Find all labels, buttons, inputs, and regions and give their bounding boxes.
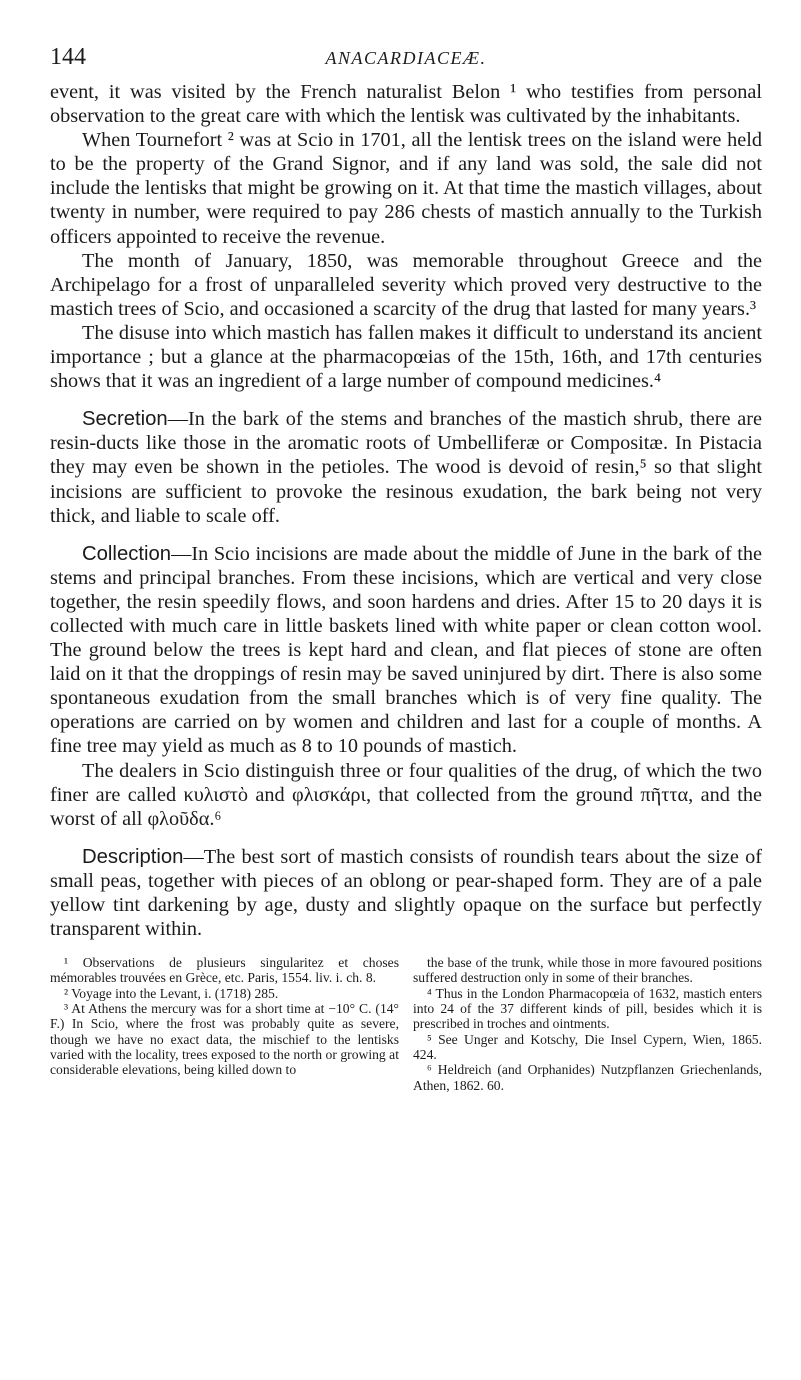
- paragraph-text: —In Scio incisions are made about the middle of June in the bark of the stems and principal branches. From these incisions, which are vertical and very close together, the resin speedily flows, and soon hardens and dries. After 15 to 20 days it is collected with much care in little baskets lined with white paper or clean cotton wool. The ground below the trees is kept hard and clean, and flat pieces of stone are often laid on it that the droppings of resin may be saved uninjured by dirt. There is also some spontaneous exudation from the small branches which is of very fine quality. The operations are carried on by women and children and last for a couple of months. A fine tree may yield as much as 8 to 10 pounds of mastich.: [50, 542, 762, 758]
- paragraph: [50, 80, 762, 128]
- paragraph-text: The disuse into which mastich has fallen makes it difficult to understand its ancient importance ; but a glance at the pharmacopœias of the 15th, 16th, and 17th centuries shows that it was an ingredient of a large number of compound medicines.⁴: [50, 321, 762, 393]
- paragraph-text: —In the bark of the stems and branches of the mastich shrub, there are resin-ducts like those in the aromatic roots of Umbelliferæ or Compositæ. In Pistacia they may even be shown in the petioles. The wood is devoid of resin,⁵ so that slight incisions are sufficient to provoke the resinous exudation, the bark being not very thick, and liable to scale off.: [50, 408, 762, 527]
- footnote: ⁵ See Unger and Kotschy, Die Insel Cypern, Wien, 1865. 424.: [413, 1031, 762, 1062]
- paragraph: [50, 845, 762, 941]
- page: [50, 0, 762, 1093]
- paragraph: [50, 759, 762, 831]
- body-text: [50, 80, 762, 941]
- page-number: 144: [50, 44, 86, 70]
- paragraph: [50, 128, 762, 248]
- paragraph: [50, 407, 762, 527]
- paragraph-text: event, it was visited by the French naturalist Belon ¹ who testifies from personal observation to the great care with which the lentisk was cultivated by the inhabitants.: [50, 81, 762, 128]
- footnote: ² Voyage into the Levant, i. (1718) 285.: [64, 985, 279, 1001]
- paragraph-text: The month of January, 1850, was memorable throughout Greece and the Archipelago for a frost of unparalleled severity which proved very destructive to the mastich trees of Scio, and occasioned a scarcity of the drug that lasted for many years.³: [50, 249, 762, 320]
- paragraph: [50, 542, 762, 759]
- page-header: [50, 0, 762, 80]
- paragraph-text: The dealers in Scio distinguish three or four qualities of the drug, of which the two finer are called κυλιστὸ and φλισκάρι, that collected from the ground πῆττα, and the worst of all φλοῦδα.⁶: [50, 759, 762, 830]
- section-heading: Secretion: [82, 408, 168, 431]
- paragraph-text: —The best sort of mastich consists of roundish tears about the size of small peas, together with pieces of an oblong or pear-shaped form. They are of a pale yellow tint darkening by age, dusty and slightly opaque on the surface but perfectly transparent within.: [50, 845, 762, 941]
- section-heading: Collection: [82, 542, 172, 565]
- paragraph: [50, 249, 762, 321]
- footnote: ³ At Athens the mercury was for a short time at −10° C. (14° F.) In Scio, where the frost was probably quite as severe, though we have no exact data, the mischief to the lentisks varied with the locality, trees exposed to the north or growing at considerable elevations, being killed down to: [50, 1001, 399, 1078]
- footnotes-left-column: [50, 955, 399, 1093]
- paragraph: [50, 321, 762, 393]
- footnotes-right-column: [413, 955, 762, 1093]
- running-title: ANACARDIACEÆ.: [325, 48, 487, 68]
- footnote: ⁶ Heldreich (and Orphanides) Nutzpflanzen Griechenlands, Athen, 1862. 60.: [413, 1062, 762, 1093]
- paragraph-text: When Tournefort ² was at Scio in 1701, all the lentisk trees on the island were held to be the property of the Grand Signor, and if any land was sold, the sale did not include the lentisks that might be growing on it. At that time the mastich villages, about twenty in number, were required to pay 286 chests of mastich annually to the Turkish officers appointed to receive the revenue.: [50, 129, 762, 248]
- section-heading: Description: [82, 845, 184, 868]
- footnote: ⁴ Thus in the London Pharmacopœia of 1632, mastich enters into 24 of the 37 different kinds of pill, besides which it is prescribed in troches and ointments.: [413, 985, 762, 1032]
- footnote: ¹ Observations de plusieurs singularitez et choses mémorables trouvées en Grèce, etc. Paris, 1554. liv. i. ch. 8.: [50, 955, 399, 986]
- footnotes: [50, 955, 762, 1093]
- footnote: the base of the trunk, while those in more favoured positions suffered destruction only in some of their branches.: [413, 955, 762, 986]
